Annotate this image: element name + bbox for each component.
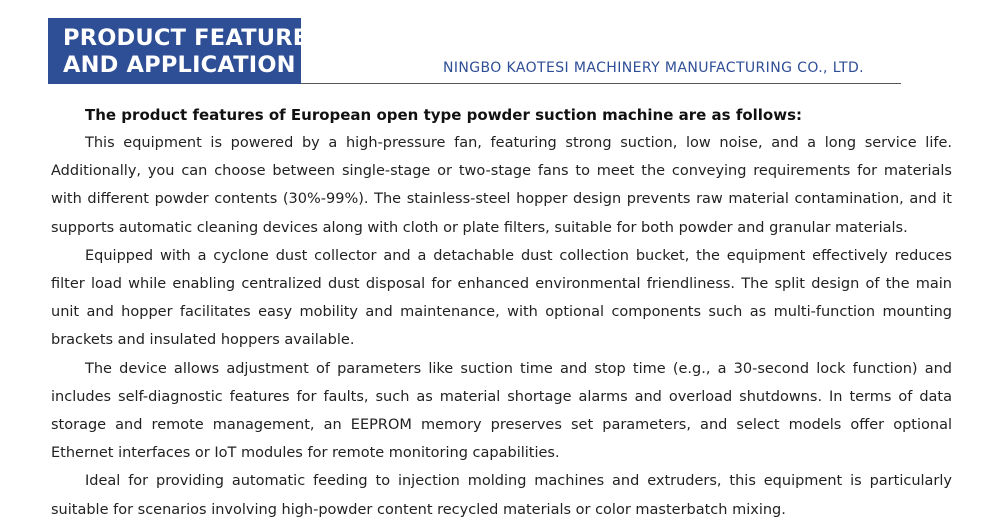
paragraph-parameters-diagnostics: The device allows adjustment of parameters like suction time and stop time (e.g., a 30-second lock function) and includes self-diagnostic features for faults, such as material shortage alarms and overload shutdowns. In terms of data storage and remote management, an EEPROM memory preserves set parameters, and select models offer optional Ethernet interfaces or IoT modules for remote monitoring capabilities. — [51, 360, 952, 462]
company-name: NINGBO KAOTESI MACHINERY MANUFACTURING CO., LTD. — [443, 60, 865, 76]
section-title-banner — [48, 18, 309, 84]
paragraph-suction-fan: This equipment is powered by a high-pressure fan, featuring strong suction, low noise, and a long service life. Additionally, you can choose between single-stage or two-stage fans to meet the conveying requirements for materials with different powder contents (30%-99%). The stainless-steel hopper design prevents raw material contamination, and it supports automatic cleaning devices along with cloth or plate filters, suitable for both powder and granular materials. — [51, 135, 952, 236]
feature-content — [51, 101, 952, 524]
section-title-line-2: AND APPLICATION — [63, 52, 296, 78]
features-intro-heading: The product features of European open type powder suction machine are as follows: — [85, 106, 803, 124]
paragraph-dust-collector: Equipped with a cyclone dust collector and a detachable dust collection bucket, the equipment effectively reduces filter load while enabling centralized dust disposal for enhanced environmental friendliness. The split design of the main unit and hopper facilitates easy mobility and maintenance, with optional components such as multi-function mounting brackets and insulated hoppers available. — [51, 247, 952, 349]
section-title-line-1: PRODUCT FEATURE — [63, 25, 309, 51]
header-divider — [301, 83, 901, 84]
paragraph-application: Ideal for providing automatic feeding to injection molding machines and extruders, this equipment is particularly suitable for scenarios involving high-powder content recycled materials or color masterbatch mixing. — [51, 473, 952, 518]
